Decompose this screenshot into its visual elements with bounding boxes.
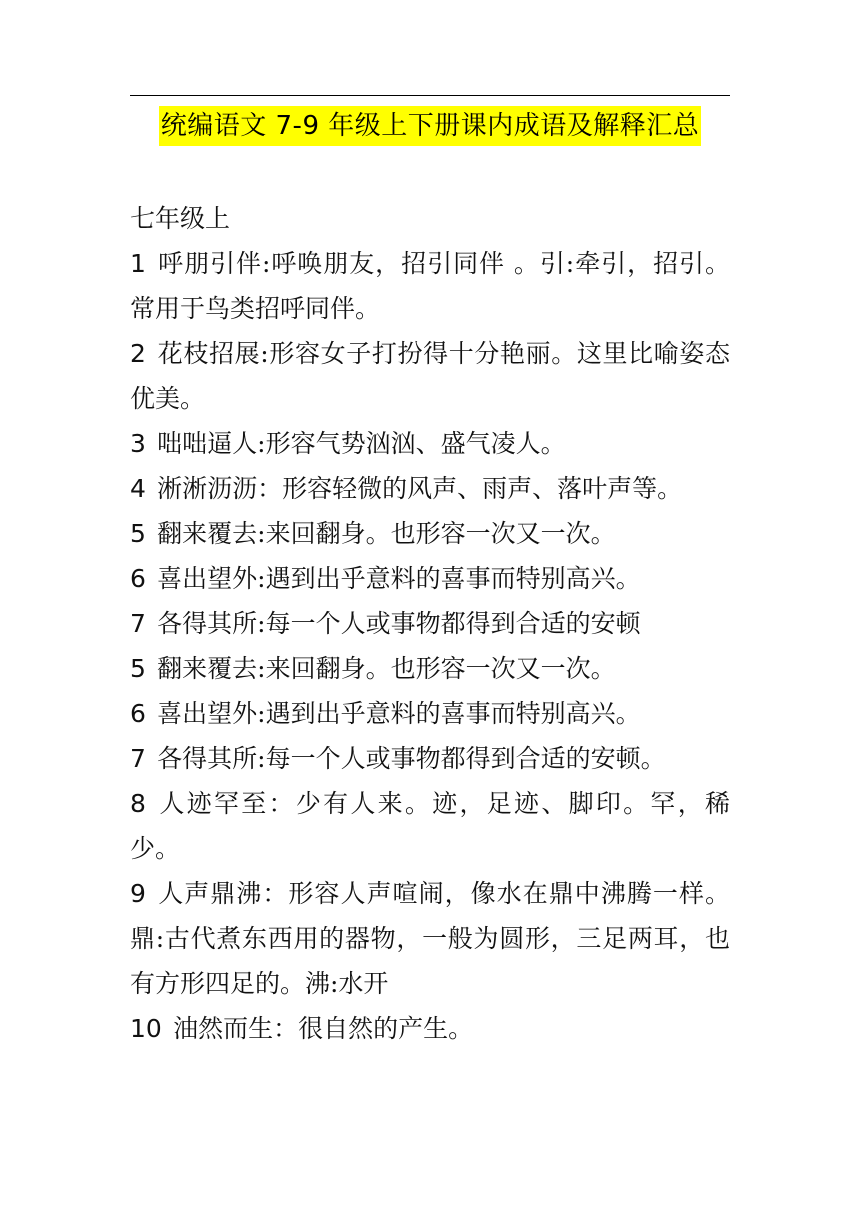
idiom-entry — [130, 646, 730, 691]
idiom-entry — [130, 331, 730, 421]
entry-number: 5 — [130, 519, 146, 548]
entry-number: 1 — [130, 249, 146, 278]
entry-number: 6 — [130, 699, 146, 728]
idiom-entry — [130, 1006, 730, 1051]
entry-text: 喜出望外:遇到出乎意料的喜事而特别高兴。 — [157, 699, 641, 728]
entry-number: 6 — [130, 564, 146, 593]
entry-text: 喜出望外:遇到出乎意料的喜事而特别高兴。 — [157, 564, 641, 593]
entry-text: 翻来覆去:来回翻身。也形容一次又一次。 — [157, 519, 616, 548]
idiom-entry — [130, 421, 730, 466]
idiom-entry — [130, 691, 730, 736]
entry-text: 人声鼎沸：形容人声喧闹，像水在鼎中沸腾一样。鼎:古代煮东西用的器物，一般为圆形，三足两耳，也有方形四足的。沸:水开 — [130, 879, 730, 998]
idiom-entry — [130, 871, 730, 1006]
idiom-entry — [130, 781, 730, 871]
entry-text: 咄咄逼人:形容气势汹汹、盛气凌人。 — [157, 429, 566, 458]
entry-text: 呼朋引伴:呼唤朋友，招引同伴 。引:牵引，招引。常用于鸟类招呼同伴。 — [130, 249, 730, 323]
entry-number: 8 — [130, 789, 146, 818]
header-rule — [130, 95, 730, 96]
entry-number: 2 — [130, 339, 146, 368]
entry-text: 各得其所:每一个人或事物都得到合适的安顿。 — [157, 744, 666, 773]
entry-text: 各得其所:每一个人或事物都得到合适的安顿 — [157, 609, 641, 638]
entry-number: 10 — [130, 1014, 162, 1043]
idiom-entry — [130, 601, 730, 646]
entry-number: 7 — [130, 609, 146, 638]
entry-text: 人迹罕至：少有人来。迹，足迹、脚印。罕，稀少。 — [130, 789, 730, 863]
entry-text: 翻来覆去:来回翻身。也形容一次又一次。 — [157, 654, 616, 683]
entry-number: 7 — [130, 744, 146, 773]
idiom-entry — [130, 556, 730, 601]
idiom-entry — [130, 511, 730, 556]
idiom-entry — [130, 736, 730, 781]
entry-number: 5 — [130, 654, 146, 683]
idiom-entry — [130, 466, 730, 511]
title-container — [130, 106, 730, 146]
entry-number: 9 — [130, 879, 146, 908]
document-title: 统编语文 7-9 年级上下册课内成语及解释汇总 — [159, 106, 702, 146]
entry-text: 油然而生：很自然的产生。 — [173, 1014, 474, 1043]
entry-number: 3 — [130, 429, 146, 458]
entry-number: 4 — [130, 474, 146, 503]
document-body — [130, 196, 730, 1051]
section-heading: 七年级上 — [130, 204, 231, 233]
entry-text: 花枝招展:形容女子打扮得十分艳丽。这里比喻姿态优美。 — [130, 339, 730, 413]
idiom-entry — [130, 241, 730, 331]
idiom-list — [130, 241, 730, 1051]
entry-text: 淅淅沥沥：形容轻微的风声、雨声、落叶声等。 — [157, 474, 683, 503]
